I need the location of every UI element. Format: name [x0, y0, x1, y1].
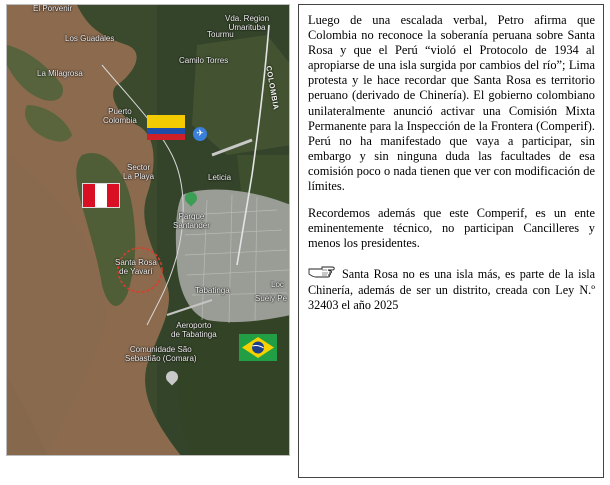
label-tabatinga: Tabatinga — [195, 286, 230, 295]
label-suely-pe: Suely Pe — [255, 294, 288, 303]
satellite-map — [6, 4, 290, 456]
label-aeroporto-tabatinga: Aeroporto de Tabatinga — [171, 321, 217, 339]
label-santa-rosa-de-yavari: Santa Rosa de Yavarí — [115, 258, 157, 276]
label-sector-la-playa: Sector La Playa — [123, 163, 155, 181]
airport-icon: ✈ — [193, 127, 207, 141]
article-text-box — [298, 4, 604, 478]
label-el-porvenir: El Porvenir — [33, 4, 73, 13]
colombia-flag — [147, 115, 185, 140]
label-los-guadales: Los Guadales — [65, 34, 115, 43]
pointing-hand-icon — [308, 264, 338, 280]
paragraph-3-text: Santa Rosa no es una isla más, es parte de la isla Chinería, además de ser un distrito, creada con Ley N.º 32403 el año 2025 — [308, 267, 595, 312]
label-comunidade-sao-sebastiao: Comunidade São Sebastião (Comara) — [125, 345, 197, 363]
label-camilo-torres: Camilo Torres — [179, 56, 229, 65]
label-leticia: Leticia — [208, 173, 232, 182]
paragraph-1: Luego de una escalada verbal, Petro afirma que Colombia no reconoce la soberanía peruana sobre Santa Rosa y que el Perú “violó el Protocolo de 1934 al apropiarse de una isla surgida por cambios del río”; Lima protesta y le hace recordar que Santa Rosa es territorio peruano (derivado de Chinería). El gobierno colombiano unilateralmente anunció activar una Comisión Mixta Permanente para la Inspección de la Frontera (Comperif). Perú no ha manifestado que vaya a participar, sin embargo y sin ninguna duda las facultades de esa comisión poco o nada tienen que ver con modificación de límites. — [308, 13, 595, 194]
brazil-flag — [239, 334, 277, 361]
label-parque-santander: Parque Santander — [173, 212, 210, 230]
label-loc: Loc — [271, 280, 284, 289]
label-puerto-colombia: Puerto Colombia — [103, 107, 137, 125]
paragraph-3 — [308, 264, 595, 313]
label-vda-region-umarituba: Vda. Region Umarituba — [225, 14, 270, 32]
label-la-milagrosa: La Milagrosa — [37, 69, 83, 78]
peru-flag — [82, 183, 120, 208]
paragraph-2: Recordemos además que este Comperif, es un ente eminentemente técnico, no participan Cancilleres y menos los presidentes. — [308, 206, 595, 251]
label-tourmu: Tourmu — [207, 30, 234, 39]
label-road-colombia: COLOMBIA — [264, 65, 281, 111]
